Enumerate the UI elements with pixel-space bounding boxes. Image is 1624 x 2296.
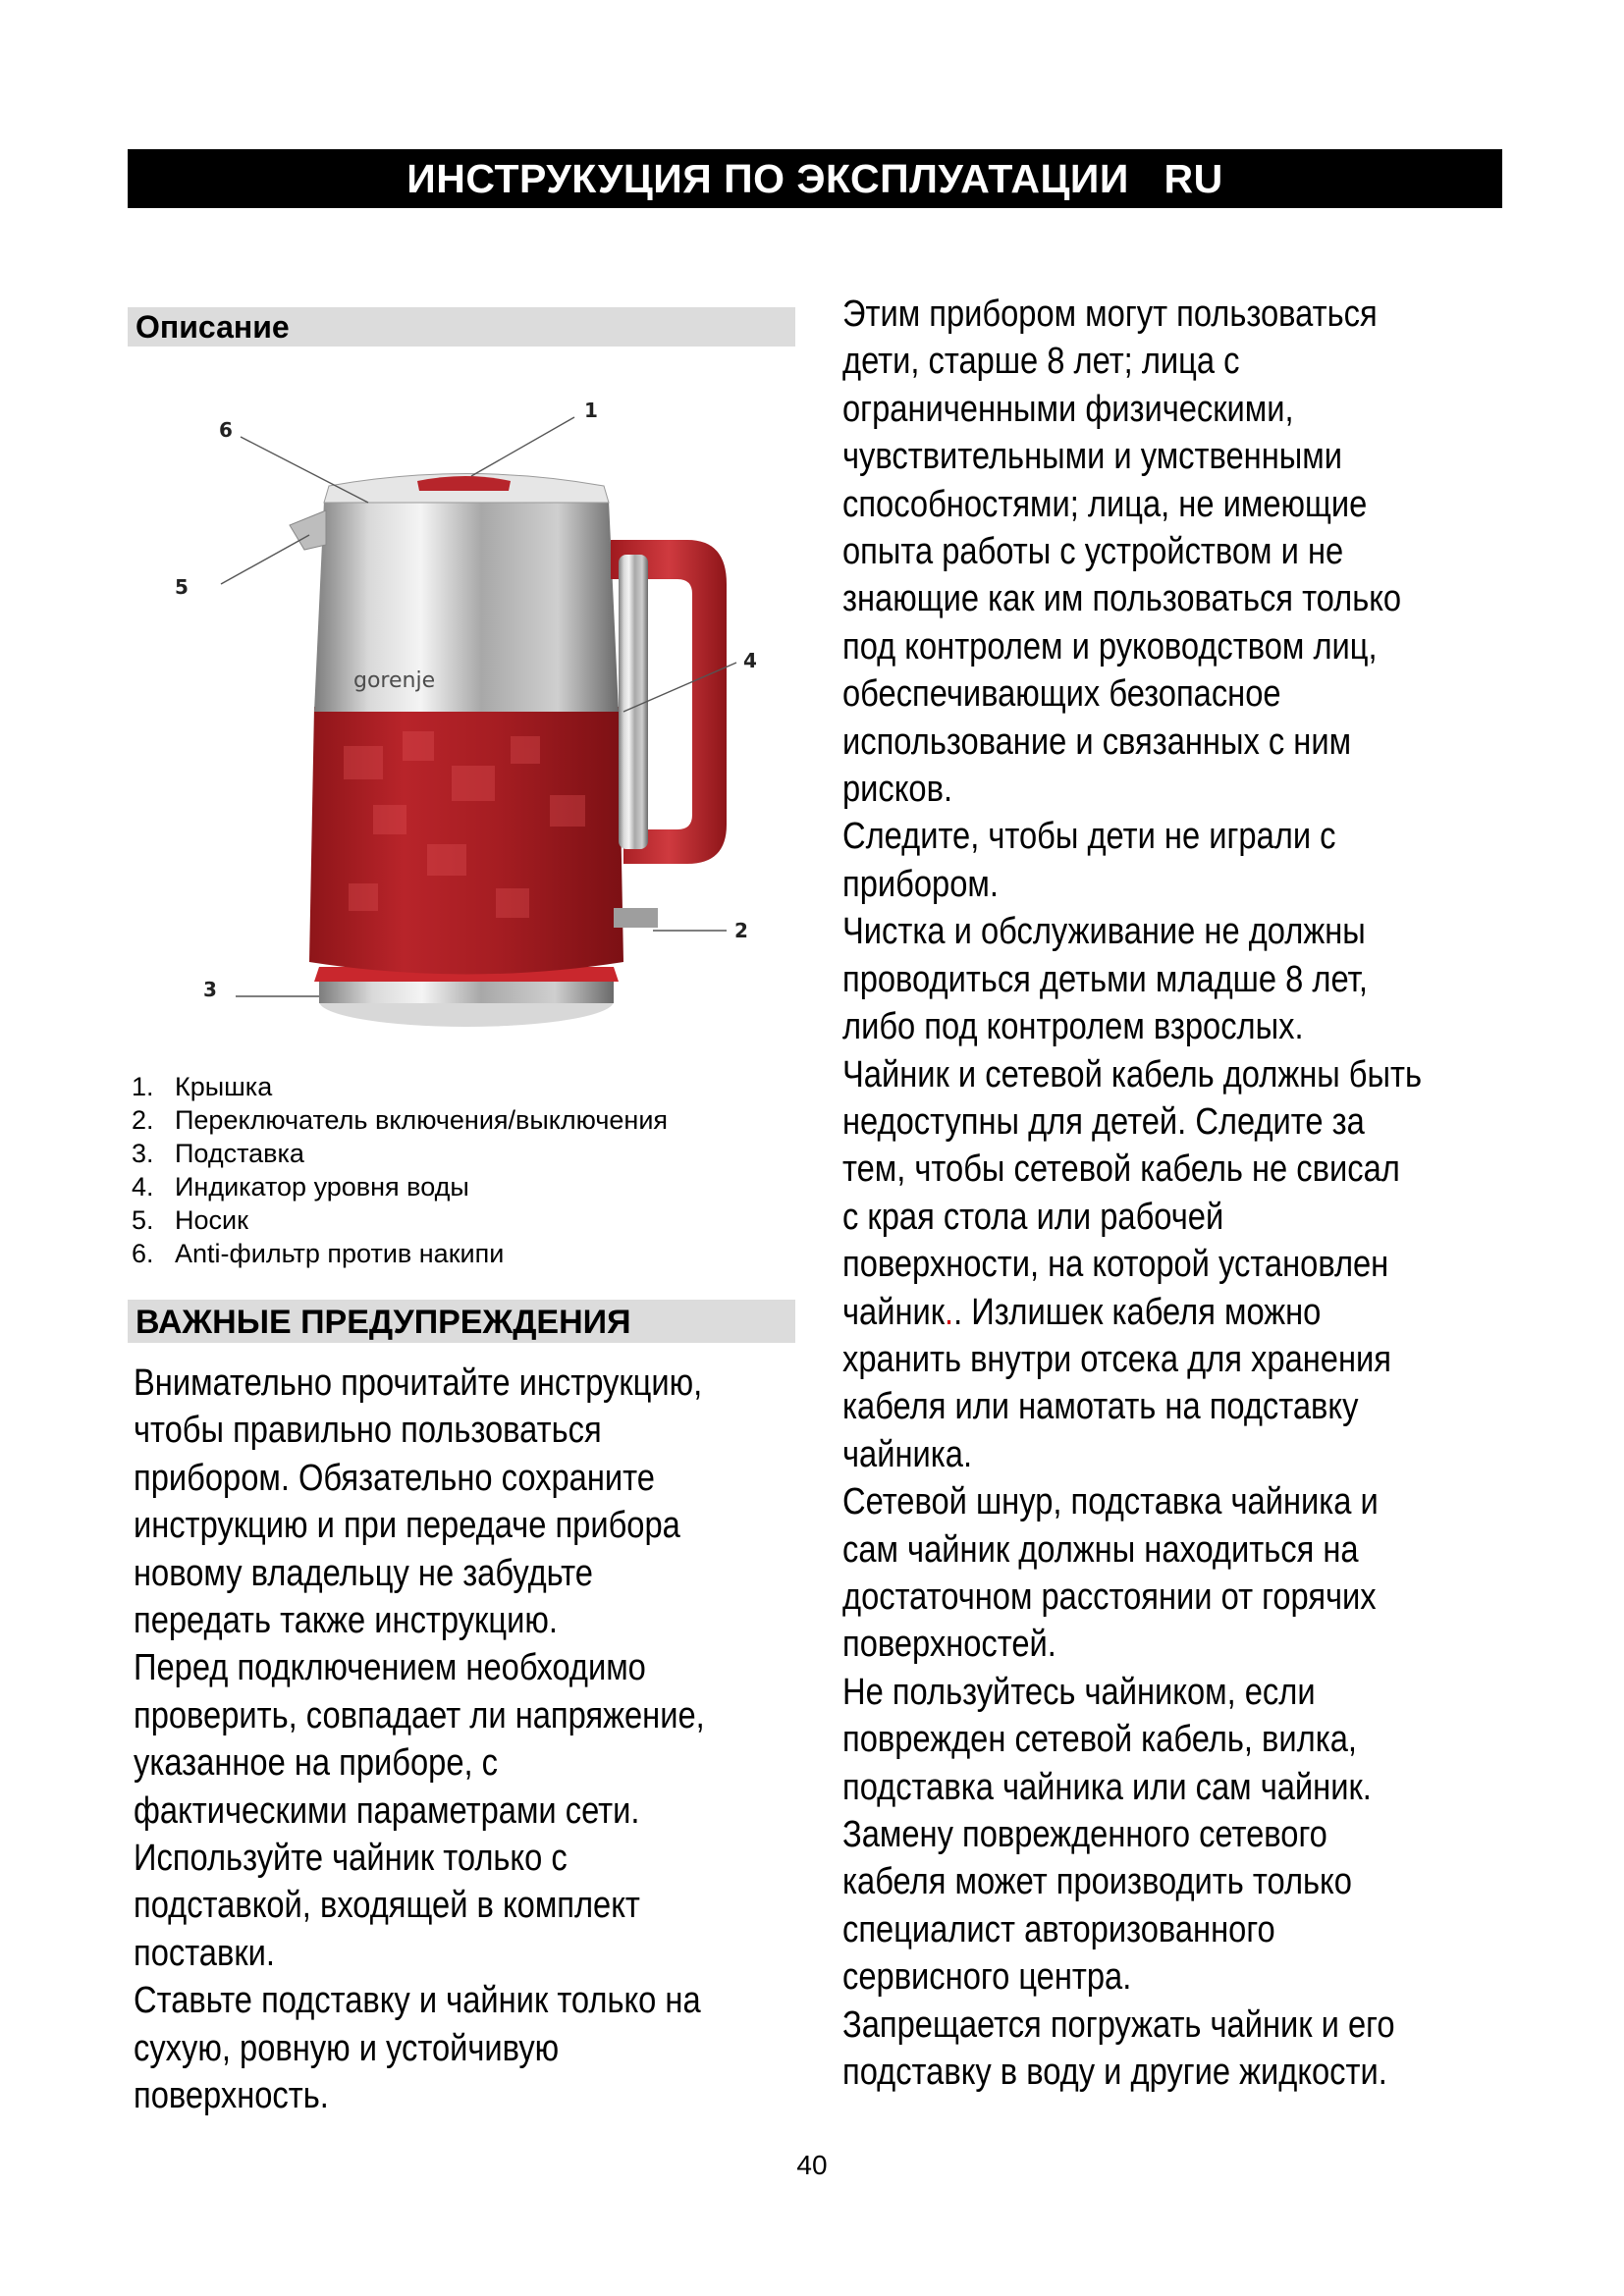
text-line: использование и связанных с ним [842,721,1352,763]
description-heading: Описание [135,309,290,345]
text-line: недоступны для детей. Следите за [842,1100,1365,1143]
text-line: поврежден сетевой кабель, вилка, [842,1719,1358,1761]
list-item [132,1170,799,1203]
warnings-heading: ВАЖНЫЕ ПРЕДУПРЕЖДЕНИЯ [135,1304,631,1341]
description-section-bar [128,307,795,347]
text-line-start: чайник [842,1291,946,1333]
text-line: Ставьте подставку и чайник только на [134,1980,701,2022]
callout-6: 6 [219,418,233,442]
list-item [132,1203,799,1237]
text-line: рисков. [842,769,953,811]
kettle-spout [290,510,326,550]
text-line: Сетевой шнур, подставка чайника и [842,1481,1379,1523]
text-line: Чистка и обслуживание не должны [842,911,1366,953]
text-line: Запрещается погружать чайник и его [842,2003,1395,2046]
text-line: либо под контролем взрослых. [842,1006,1304,1048]
text-line: под контролем и руководством лиц, [842,625,1378,667]
text-line: специалист авторизованного [842,1908,1275,1950]
text-line: проводиться детьми младше 8 лет, [842,958,1368,1000]
text-line: знающие как им пользоваться только [842,578,1402,620]
callout-5: 5 [175,575,189,599]
red-period: . [945,1291,954,1333]
text-line [842,1289,1450,1336]
text-line: поверхности, на которой установлен [842,1244,1389,1286]
list-item-label: Переключатель включения/выключения [175,1105,669,1135]
callout-3: 3 [203,978,217,1001]
list-item-label: Крышка [175,1072,273,1101]
list-item-number: 5. [132,1205,154,1235]
page-title: ИНСТРУКУЦИЯ ПО ЭКСПЛУАТАЦИИ RU [406,156,1223,201]
text-line: обеспечивающих безопасное [842,673,1281,716]
list-item-label: Подставка [175,1139,304,1168]
header-bar [128,149,1502,208]
callout-4: 4 [743,649,757,672]
text-line: опыта работы с устройством и не [842,531,1344,573]
list-item-number: 3. [132,1139,154,1168]
text-line: достаточном расстоянии от горячих [842,1575,1377,1618]
text-line: подставкой, входящей в комплект [134,1885,640,1927]
list-item [132,1237,799,1270]
text-line: поверхность. [134,2075,329,2117]
kettle-drawing [157,393,785,1080]
text-line: сервисного центра. [842,1956,1132,1999]
text-line: тем, чтобы сетевой кабель не свисал [842,1148,1400,1191]
list-item [132,1070,799,1103]
text-line: Чайник и сетевой кабель должны быть [842,1053,1423,1095]
text-line: чувствительными и умственными [842,436,1342,478]
page-number: 40 [796,2150,828,2180]
text-line: фактическими параметрами сети. [134,1789,640,1832]
text-line: инструкцию и при передаче прибора [134,1505,680,1547]
text-line: Внимательно прочитайте инструкцию, [134,1362,703,1404]
text-line: Следите, чтобы дети не играли с [842,816,1336,858]
text-line: Этим прибором могут пользоваться [842,294,1378,335]
text-line: Замену поврежденного сетевого [842,1814,1327,1855]
list-item-number: 6. [132,1239,154,1268]
warnings-left-column [134,1360,821,2120]
text-line: Перед подключением необходимо [134,1647,646,1689]
text-line: подставка чайника или сам чайник. [842,1766,1372,1808]
text-line: кабеля или намотать на подставку [842,1386,1359,1428]
text-line-rest: . Излишек кабеля можно [953,1291,1322,1333]
list-item-label: Индикатор уровня воды [175,1172,469,1201]
text-line: кабеля может производить только [842,1861,1352,1903]
text-line: прибором. [842,863,999,905]
list-item [132,1137,799,1170]
text-line: чайника. [842,1433,973,1475]
parts-list [132,1070,799,1270]
list-item-label: Anti-фильтр против накипи [175,1239,505,1268]
text-line: поверхностей. [842,1624,1056,1666]
text-line: сам чайник должны находиться на [842,1528,1359,1571]
text-line: сухую, ровную и устойчивую [134,2027,560,2069]
list-item-label: Носик [175,1205,248,1235]
text-line: чтобы правильно пользоваться [134,1410,602,1452]
text-line: указанное на приборе, с [134,1742,499,1785]
list-item-number: 4. [132,1172,154,1201]
power-switch [614,908,658,928]
text-line: с края стола или рабочей [842,1196,1224,1238]
list-item-number: 2. [132,1105,154,1135]
warnings-section-bar [128,1300,795,1343]
text-line: новому владельцу не забудьте [134,1552,593,1594]
brand-logo: gorenje [353,668,436,693]
kettle-illustration [157,393,785,1080]
text-line: подставку в воду и другие жидкости. [842,2052,1387,2094]
text-line: дети, старше 8 лет; лица с [842,341,1240,383]
list-item [132,1103,799,1137]
text-line: ограниченными физическими, [842,388,1294,430]
list-item-number: 1. [132,1072,154,1101]
callout-1: 1 [584,399,598,422]
callout-2: 2 [734,919,748,942]
text-line: поставки. [134,1932,275,1974]
text-line: Не пользуйтесь чайником, если [842,1671,1316,1713]
text-line: Используйте чайник только с [134,1838,568,1880]
text-line: передать также инструкцию. [134,1600,558,1642]
text-line: способностями; лица, не имеющие [842,483,1368,525]
text-line: проверить, совпадает ли напряжение, [134,1694,705,1736]
text-line: хранить внутри отсека для хранения [842,1338,1391,1380]
water-level-window [619,555,648,849]
warnings-right-column [842,291,1549,2096]
text-line: прибором. Обязательно сохраните [134,1457,655,1499]
